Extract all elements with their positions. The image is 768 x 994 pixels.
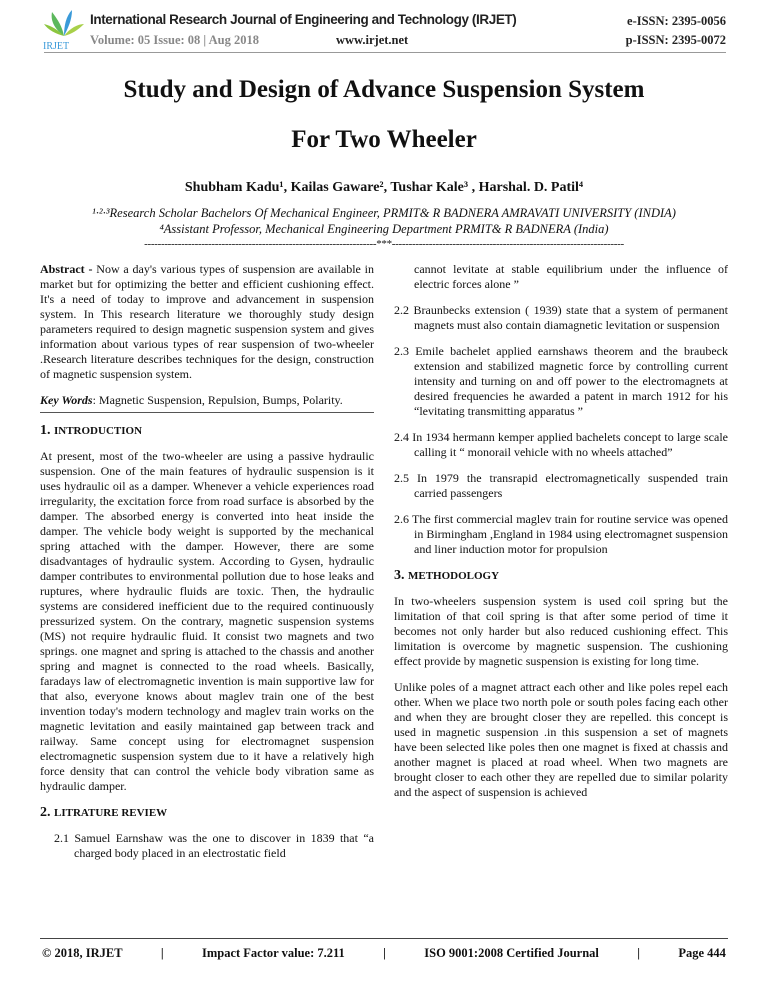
review-item-2-5: 2.5 In 1979 the transrapid electromagnetically suspended train carried passengers bbox=[394, 471, 728, 500]
irjet-logo bbox=[42, 8, 86, 50]
review-item-2-4: 2.4 In 1934 hermann kemper applied bachelets concept to large scale calling it “ monorail vehicle with no wheels attached” bbox=[394, 430, 728, 459]
footer-separator: | bbox=[160, 946, 164, 960]
footer-page-number: Page 444 bbox=[678, 946, 726, 960]
keywords-text: : Magnetic Suspension, Repulsion, Bumps, Polarity. bbox=[92, 393, 343, 407]
keywords-label: Key Words bbox=[40, 393, 93, 407]
abstract-label: Abstract - bbox=[40, 262, 93, 276]
section-number: 3. bbox=[394, 568, 405, 583]
section-number: 1. bbox=[40, 423, 51, 438]
footer-separator: | bbox=[637, 946, 641, 960]
review-item-2-2: 2.2 Braunbecks extension ( 1939) state that a system of permanent magnets must also contain diamagnetic levitation or suspension bbox=[394, 303, 728, 332]
paper-title-line2: For Two Wheeler bbox=[291, 126, 477, 153]
footer-divider bbox=[40, 938, 728, 939]
section-number: 2. bbox=[40, 805, 51, 820]
methodology-paragraph-1: In two-wheelers suspension system is used coil spring but the limitation of that coil spring is that after some period of time it becomes not only harder but also reduced cushioning effect. This limitation is overcome by magnetic suspension. The cushioning effect provide by magnetic suspension is existing for long time. bbox=[394, 594, 728, 668]
authors: Shubham Kadu¹, Kailas Gaware², Tushar Kale³ , Harshal. D. Patil⁴ bbox=[184, 180, 584, 195]
review-item-2-3: 2.3 Emile bachelet applied earnshaws theorem and the braubeck extension and stabilized magnetic force by controlling current intensity and turning on and off power to the electromagnets at desired frequencies he awarded a patent in march 1912 for his “levitating transmitting apparatus ” bbox=[394, 344, 728, 418]
affiliation-2: ⁴Assistant Professor, Mechanical Engineering Department PRMIT& R BADNERA (India) bbox=[159, 222, 609, 236]
pissn: p-ISSN: 2395-0072 bbox=[625, 33, 726, 47]
abstract bbox=[40, 262, 374, 382]
right-column bbox=[394, 262, 728, 800]
left-column bbox=[40, 262, 374, 861]
header-divider bbox=[44, 52, 726, 53]
section-title: LITRATURE REVIEW bbox=[54, 807, 168, 819]
paper-title-line1: Study and Design of Advance Suspension System bbox=[123, 76, 645, 103]
abstract-divider bbox=[40, 412, 374, 413]
footer-impact-factor: Impact Factor value: 7.211 bbox=[201, 946, 345, 960]
keywords bbox=[40, 393, 374, 408]
journal-name: International Research Journal of Engineering and Technology (IRJET) bbox=[90, 12, 517, 27]
footer-separator: | bbox=[383, 946, 386, 960]
section-heading-methodology bbox=[394, 568, 728, 584]
separator: ---------------------------------------------------------------------***--------------------------------------------------------------------- bbox=[144, 238, 624, 250]
logo-text: IRJET bbox=[43, 41, 70, 50]
review-item-2-6: 2.6 The first commercial maglev train for routine service was opened in Birmingham ,England in 1984 using electromagnet suspension and liner induction motor for propulsion bbox=[394, 512, 728, 556]
footer-copyright: © 2018, IRJET bbox=[42, 946, 123, 960]
eissn: e-ISSN: 2395-0056 bbox=[627, 14, 726, 28]
volume-issue: Volume: 05 Issue: 08 | Aug 2018 bbox=[90, 33, 259, 47]
methodology-paragraph-2: Unlike poles of a magnet attract each other and like poles repel each other. When we place two north pole or south poles facing each other and when they are brought closer they are repelled. this concept is used in magnetic suspension .in this suspension a set of magnets have been selected like poles then one magnet is fixed at chassis and another magnet is placed at road wheel. When two magnets are brought closer to each other they are repelled due to similar polarity and the aspect of suspension is achieved bbox=[394, 680, 728, 799]
footer bbox=[42, 946, 726, 961]
section-heading-introduction bbox=[40, 423, 374, 439]
review-item-2-1-cont: cannot levitate at stable equilibrium under the influence of electric forces alone ” bbox=[414, 262, 728, 291]
affiliation-1: ¹·²·³Research Scholar Bachelors Of Mechanical Engineer, PRMIT& R BADNERA AMRAVATI UNIVERSITY (INDIA) bbox=[92, 206, 676, 220]
leaf-icon bbox=[42, 8, 86, 50]
introduction-text: At present, most of the two-wheeler are using a passive hydraulic suspension. One of the main features of hydraulic suspension is it uses hydraulic oil as a damper. Whenever a vehicle experiences road irregularity, the excitation force from road surface is absorbed by the damper. The absorbed energy is converted into heat inside the damper. The vehicle body weight is supported by the mechanical spring attached with the damper. However, there are some disadvantages of hydraulic system. According to Gysen, hydraulic damper contributes to environmental pollution due to hose leaks and ruptures, where hydraulic fluids are toxic. Then, the hydraulic systems are considered inefficient due to the required continuously pressurized system. On the contrary, magnetic suspension systems (MS) not require hydraulic fluid. It consist two magnets and two springs. one magnet and spring is attached to the chassis and another spring and magnet is connected to the road wheels. Basically, faradays law of electromagnetic invention is main supportive law for that also, everyone knows about maglev train one of the best invention today's modern technology and maglev train works on the magnetic levitation and easily maintained gap between track and railway. Same concept using for electromagnet suspension electromagnetic suspension system due to it have a relatively high force density that can control the vehicle body vibration same as hydraulic damper. bbox=[40, 449, 374, 793]
review-item-2-1: 2.1 Samuel Earnshaw was the one to discover in 1839 that “a charged body placed in an electrostatic field bbox=[54, 831, 374, 860]
abstract-text: Now a day's various types of suspension are available in market but for optimizing the better and efficient cushioning effect. It's a need of today to improve and advancement in suspension system. In This research literature we thoroughly study design parameters required to design magnetic suspension system and gives information about various types of rear suspension of two-wheeler .Research literature describes techniques for the design, construction of magnetic suspension system. bbox=[40, 262, 374, 381]
section-heading-literature-review bbox=[40, 805, 374, 821]
website-link[interactable]: www.irjet.net bbox=[336, 33, 409, 47]
section-title: INTRODUCTION bbox=[54, 425, 143, 437]
section-title: METHODOLOGY bbox=[408, 570, 500, 582]
footer-iso: ISO 9001:2008 Certified Journal bbox=[424, 946, 599, 960]
